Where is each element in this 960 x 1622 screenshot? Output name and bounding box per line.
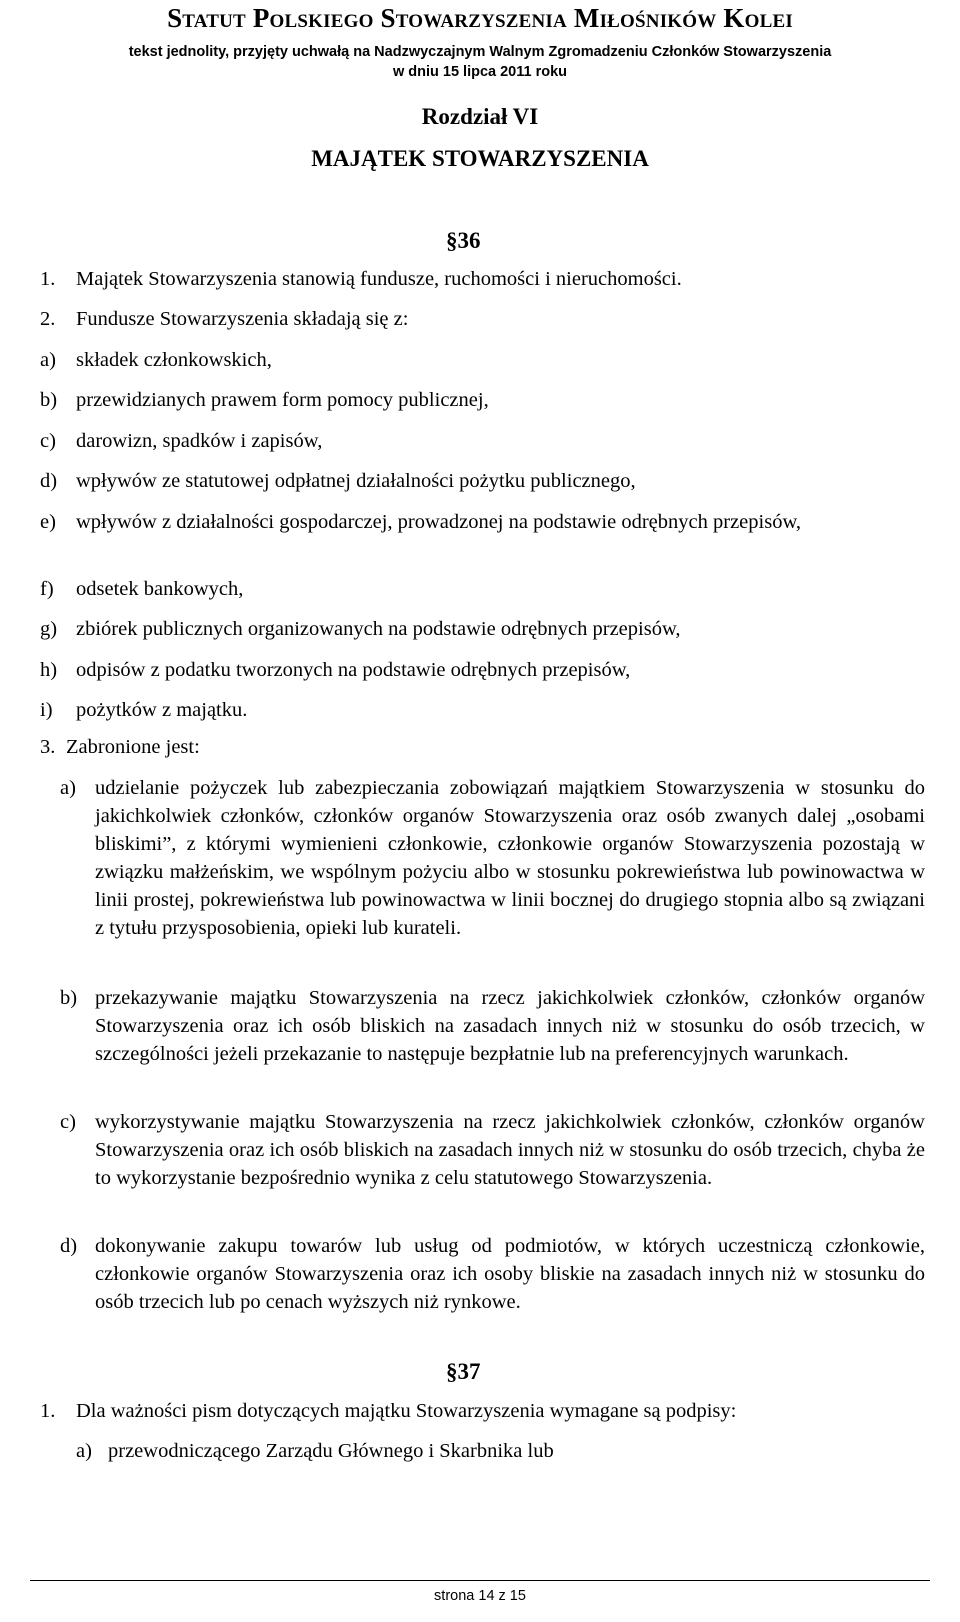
list-item-text: pożytków z majątku. [76, 699, 248, 721]
section-36-number: 36 [457, 228, 481, 253]
chapter-title: MAJĄTEK STOWARZYSZENIA [311, 146, 649, 171]
list-item-marker: a) [76, 1440, 92, 1462]
list-item-text: udzielanie pożyczek lub zabezpieczania zobowiązań majątkiem Stowarzyszenia w stosunku do jakichkolwiek członków, członków organów Stowarzyszenia oraz osób zwanych dalej „osobami bliskimi”, z którymi wymienieni członkowie, członkowie organów Stowarzyszenia pozostają w związku małżeńskim, we wspólnym pożyciu albo w stosunku pokrewieństwa lub powinowactwa w linii prostej, pokrewieństwa lub powinowactwa w linii bocznej do drugiego stopnia albo są związani z tytułu przysposobienia, opieki lub kurateli. [95, 777, 925, 939]
list-item-marker: f) [40, 578, 54, 600]
list-item-marker: a) [40, 349, 56, 371]
list-item-text: wpływów z działalności gospodarczej, prowadzonej na podstawie odrębnych przepisów, [76, 511, 802, 533]
chapter-number: Rozdział VI [421, 104, 539, 129]
section-sign: § [446, 228, 458, 253]
list-item-marker: g) [40, 618, 58, 640]
list-item-text: darowizn, spadków i zapisów, [76, 430, 323, 452]
document-subtitle-line1: tekst jednolity, przyjęty uchwałą na Nadzwyczajnym Walnym Zgromadzeniu Członków Stowarzyszenia [128, 44, 832, 60]
list-item-marker: b) [60, 987, 78, 1009]
list-item-marker: e) [40, 511, 56, 533]
document-title: Statut Polskiego Stowarzyszenia Miłośników Kolei [167, 3, 793, 33]
list-item-marker: c) [40, 430, 56, 452]
section-36-p1-marker: 1. [40, 268, 56, 290]
list-item-marker: i) [40, 699, 53, 721]
list-item-text: odsetek bankowych, [76, 578, 244, 600]
section-36-p2-marker: 2. [40, 308, 56, 330]
section-36-p3-text: Zabronione jest: [66, 736, 200, 758]
list-item-marker: c) [60, 1111, 76, 1133]
section-37-p1-text: Dla ważności pism dotyczących majątku Stowarzyszenia wymagane są podpisy: [76, 1400, 737, 1422]
list-item-text: dokonywanie zakupu towarów lub usług od podmiotów, w których uczestniczą członkowie, członkowie organów Stowarzyszenia oraz ich osoby bliskie na zasadach innych niż w stosunku do osób trzecich lub po cenach wyższych niż rynkowe. [95, 1235, 925, 1313]
list-item-text: wpływów ze statutowej odpłatnej działalności pożytku publicznego, [76, 470, 636, 492]
list-item-marker: b) [40, 389, 58, 411]
list-item-marker: h) [40, 659, 58, 681]
footer-divider [30, 1580, 930, 1581]
list-item-marker: d) [40, 470, 58, 492]
section-36-heading [446, 227, 481, 255]
section-37-number: 37 [457, 1359, 481, 1384]
section-36-p3-marker: 3. [40, 736, 56, 758]
list-item-text: składek członkowskich, [76, 349, 272, 371]
list-item-marker: a) [60, 777, 76, 799]
list-item-text: przewodniczącego Zarządu Głównego i Skarbnika lub [108, 1440, 554, 1462]
list-item-text: przewidzianych prawem form pomocy publicznej, [76, 389, 489, 411]
list-item-text: odpisów z podatku tworzonych na podstawie odrębnych przepisów, [76, 659, 631, 681]
section-sign: § [446, 1359, 458, 1384]
list-item-text: przekazywanie majątku Stowarzyszenia na rzecz jakichkolwiek członków, członków organów Stowarzyszenia oraz ich osób bliskich na zasadach innych niż w stosunku do osób trzecich, w szczególności jeżeli przekazanie to następuje bezpłatnie lub na preferencyjnych warunkach. [95, 987, 925, 1065]
section-37-heading [446, 1358, 481, 1386]
list-item-text: wykorzystywanie majątku Stowarzyszenia na rzecz jakichkolwiek członków, członków organów Stowarzyszenia oraz ich osób bliskich na zasadach innych niż w stosunku do osób trzecich, chyba że to wykorzystanie bezpośrednio wynika z celu statutowego Stowarzyszenia. [95, 1111, 925, 1189]
section-36-p1-text: Majątek Stowarzyszenia stanowią fundusze, ruchomości i nieruchomości. [76, 268, 682, 290]
list-item-text: zbiórek publicznych organizowanych na podstawie odrębnych przepisów, [76, 618, 681, 640]
document-subtitle-line2: w dniu 15 lipca 2011 roku [392, 64, 568, 80]
page-number: strona 14 z 15 [434, 1588, 526, 1604]
list-item-marker: d) [60, 1235, 78, 1257]
section-37-p1-marker: 1. [40, 1400, 56, 1422]
section-36-p2-text: Fundusze Stowarzyszenia składają się z: [76, 308, 409, 330]
